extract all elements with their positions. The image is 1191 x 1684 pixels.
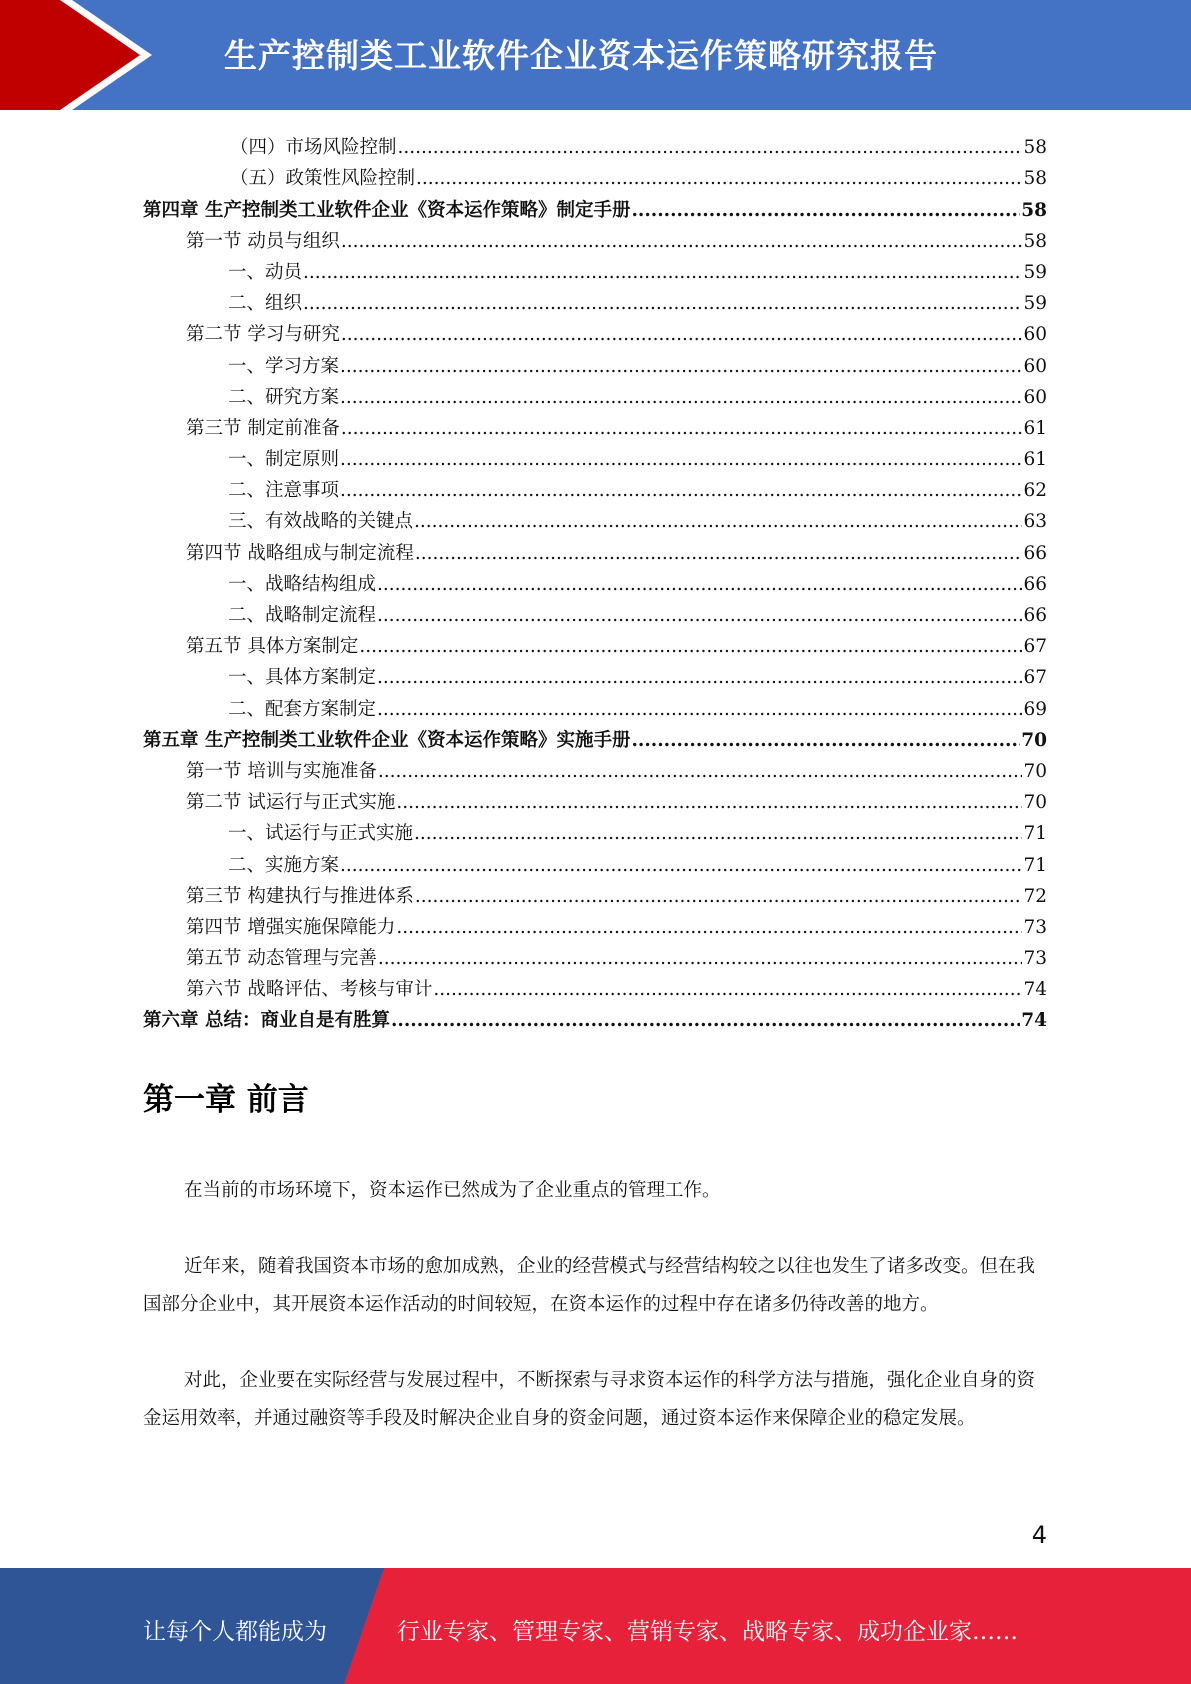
- toc-dot-leader: [396, 792, 1022, 814]
- toc-entry-page: 60: [1023, 386, 1047, 408]
- toc-dot-leader: [303, 262, 1022, 284]
- toc-entry-page: 58: [1023, 230, 1047, 252]
- toc-entry-page: 59: [1023, 261, 1047, 283]
- toc-entry[interactable]: [143, 877, 1047, 908]
- toc-entry-label: 第三节 制定前准备: [186, 417, 340, 439]
- toc-entry-label: 第四章 生产控制类工业软件企业《资本运作策略》制定手册: [143, 199, 631, 221]
- toc-entry[interactable]: [143, 253, 1047, 284]
- body-paragraph: 在当前的市场环境下，资本运作已然成为了企业重点的管理工作。: [184, 1180, 721, 1201]
- chapter-title: 第一章 前言: [143, 1082, 309, 1118]
- toc-entry-label: 第二节 试运行与正式实施: [186, 792, 396, 814]
- toc-entry[interactable]: [143, 502, 1047, 533]
- toc-entry-label: 一、动员: [228, 261, 303, 283]
- toc-entry-label: 一、学习方案: [228, 355, 340, 377]
- toc-entry-page: 66: [1023, 605, 1047, 626]
- page-number: 4: [1031, 1521, 1047, 1549]
- toc-dot-leader: [631, 200, 1020, 222]
- toc-dot-leader: [377, 574, 1022, 596]
- toc-entry-label: 二、战略制定流程: [228, 605, 377, 626]
- toc-entry[interactable]: [143, 658, 1047, 689]
- toc-entry-page: 70: [1021, 729, 1047, 751]
- toc-dot-leader: [340, 356, 1022, 378]
- toc-entry[interactable]: [143, 128, 1047, 159]
- toc-entry[interactable]: [143, 939, 1047, 970]
- toc-entry[interactable]: [143, 814, 1047, 845]
- toc-entry-page: 73: [1023, 916, 1047, 938]
- toc-dot-leader: [340, 480, 1022, 502]
- page-header: [0, 0, 1191, 110]
- toc-entry-label: 一、具体方案制定: [228, 667, 377, 689]
- toc-entry-page: 71: [1023, 854, 1047, 876]
- toc-entry-page: 72: [1023, 885, 1047, 907]
- toc-entry-page: 61: [1023, 417, 1047, 439]
- toc-chapter-entry[interactable]: [143, 190, 1047, 221]
- toc-entry[interactable]: [143, 533, 1047, 564]
- toc-dot-leader: [433, 979, 1022, 1001]
- toc-entry-page: 61: [1023, 449, 1047, 471]
- body-paragraph: 对此，企业要在实际经营与发展过程中，不断探索与寻求资本运作的科学方法与措施，强化企业自身的资金运用效率，并通过融资等手段及时解决企业自身的资金问题，通过资本运作来保障企业的稳定发展。: [143, 1370, 1036, 1429]
- toc-entry[interactable]: [143, 222, 1047, 253]
- toc-entry-label: 第五节 动态管理与完善: [186, 948, 377, 970]
- toc-dot-leader: [396, 917, 1022, 939]
- toc-entry[interactable]: [143, 752, 1047, 783]
- toc-entry-label: 第五节 具体方案制定: [186, 636, 359, 658]
- page-footer: [0, 1568, 1191, 1684]
- toc-dot-leader: [398, 137, 1023, 159]
- toc-dot-leader: [631, 730, 1020, 752]
- toc-entry[interactable]: [143, 346, 1047, 377]
- toc-entry-page: 58: [1023, 137, 1047, 159]
- toc-entry-page: 67: [1023, 667, 1047, 689]
- toc-entry-page: 60: [1023, 324, 1047, 346]
- toc-entry-label: 一、试运行与正式实施: [228, 823, 414, 845]
- toc-entry-label: 第三节 构建执行与推进体系: [186, 885, 414, 907]
- toc-dot-leader: [414, 511, 1022, 533]
- toc-entry[interactable]: [143, 565, 1047, 596]
- toc-dot-leader: [415, 543, 1023, 565]
- toc-entry-label: 第二节 学习与研究: [186, 324, 340, 346]
- toc-dot-leader: [359, 636, 1022, 658]
- toc-entry-label: 第一节 动员与组织: [186, 230, 340, 252]
- toc-entry-page: 66: [1023, 542, 1047, 564]
- toc-dot-leader: [377, 605, 1022, 627]
- toc-entry-label: 三、有效战略的关键点: [228, 511, 414, 533]
- toc-entry-page: 69: [1023, 698, 1047, 720]
- toc-entry-label: 第一节 培训与实施准备: [186, 760, 377, 782]
- toc-dot-leader: [377, 699, 1022, 721]
- toc-dot-leader: [303, 293, 1022, 315]
- toc-entry[interactable]: [143, 315, 1047, 346]
- toc-entry-page: 62: [1023, 480, 1047, 502]
- toc-entry-label: 第六章 总结：商业自是有胜算: [143, 1010, 390, 1032]
- toc-entry-label: 第四节 增强实施保障能力: [186, 916, 396, 938]
- toc-entry-page: 58: [1021, 199, 1047, 221]
- toc-dot-leader: [340, 855, 1022, 877]
- toc-chapter-entry[interactable]: [143, 721, 1047, 752]
- toc-entry-page: 71: [1023, 823, 1047, 845]
- toc-entry-label: 一、制定原则: [228, 449, 340, 471]
- toc-entry[interactable]: [143, 783, 1047, 814]
- toc-entry-page: 74: [1021, 1010, 1047, 1032]
- toc-entry[interactable]: [143, 284, 1047, 315]
- toc-dot-leader: [341, 418, 1023, 440]
- toc-entry[interactable]: [143, 596, 1047, 627]
- toc-entry[interactable]: [143, 378, 1047, 409]
- body-paragraph: 近年来，随着我国资本市场的愈加成熟，企业的经营模式与经营结构较之以往也发生了诸多改变。但在我国部分企业中，其开展资本运作活动的时间较短，在资本运作的过程中存在诸多仍待改善的地方。: [143, 1256, 1036, 1315]
- toc-entry-label: 二、研究方案: [228, 386, 340, 408]
- toc-entry[interactable]: [143, 440, 1047, 471]
- toc-entry-page: 63: [1023, 511, 1047, 533]
- toc-dot-leader: [416, 168, 1022, 190]
- toc-entry-label: （四）市场风险控制: [230, 137, 397, 159]
- toc-dot-leader: [378, 761, 1023, 783]
- toc-entry-page: 59: [1023, 293, 1047, 315]
- toc-entry-label: （五）政策性风险控制: [230, 168, 416, 190]
- toc-entry[interactable]: [143, 908, 1047, 939]
- toc-entry[interactable]: [143, 409, 1047, 440]
- toc-entry[interactable]: [143, 689, 1047, 720]
- toc-entry-page: 60: [1023, 355, 1047, 377]
- toc-entry-label: 二、配套方案制定: [228, 698, 377, 720]
- toc-entry[interactable]: [143, 970, 1047, 1001]
- toc-entry-label: 二、组织: [228, 293, 303, 315]
- toc-entry-label: 第四节 战略组成与制定流程: [186, 542, 414, 564]
- toc-entry-label: 一、战略结构组成: [228, 573, 377, 595]
- footer-slogan-right: 行业专家、管理专家、营销专家、战略专家、成功企业家……: [397, 1619, 1018, 1645]
- toc-entry[interactable]: [143, 471, 1047, 502]
- toc-entry-page: 66: [1023, 573, 1047, 595]
- toc-entry-page: 74: [1023, 979, 1047, 1001]
- toc-dot-leader: [341, 324, 1023, 346]
- toc-entry-label: 二、注意事项: [228, 480, 340, 502]
- toc-entry[interactable]: [143, 845, 1047, 876]
- toc-entry-label: 二、实施方案: [228, 854, 340, 876]
- toc-entry-label: 第六节 战略评估、考核与审计: [186, 979, 433, 1001]
- toc-dot-leader: [391, 1010, 1020, 1032]
- toc-dot-leader: [377, 667, 1022, 689]
- toc-entry[interactable]: [143, 159, 1047, 190]
- toc-dot-leader: [341, 231, 1023, 253]
- header-title: 生产控制类工业软件企业资本运作策略研究报告: [224, 36, 938, 75]
- toc-entry-page: 73: [1023, 948, 1047, 970]
- toc-entry-label: 第五章 生产控制类工业软件企业《资本运作策略》实施手册: [143, 729, 631, 751]
- toc-entry-page: 58: [1023, 168, 1047, 190]
- toc-chapter-entry[interactable]: [143, 1001, 1047, 1032]
- footer-slogan-left: 让每个人都能成为: [143, 1619, 327, 1645]
- toc-dot-leader: [378, 948, 1023, 970]
- toc-entry[interactable]: [143, 627, 1047, 658]
- toc-dot-leader: [340, 387, 1022, 409]
- toc-entry-page: 70: [1023, 760, 1047, 782]
- toc-dot-leader: [415, 886, 1023, 908]
- toc-entry-page: 70: [1023, 792, 1047, 814]
- toc-entry-page: 67: [1023, 636, 1047, 658]
- red-chevron-decoration: [0, 0, 160, 110]
- toc-dot-leader: [414, 823, 1022, 845]
- toc-dot-leader: [340, 449, 1022, 471]
- table-of-contents: [143, 128, 1047, 1032]
- chapter-body: [143, 1172, 1047, 1476]
